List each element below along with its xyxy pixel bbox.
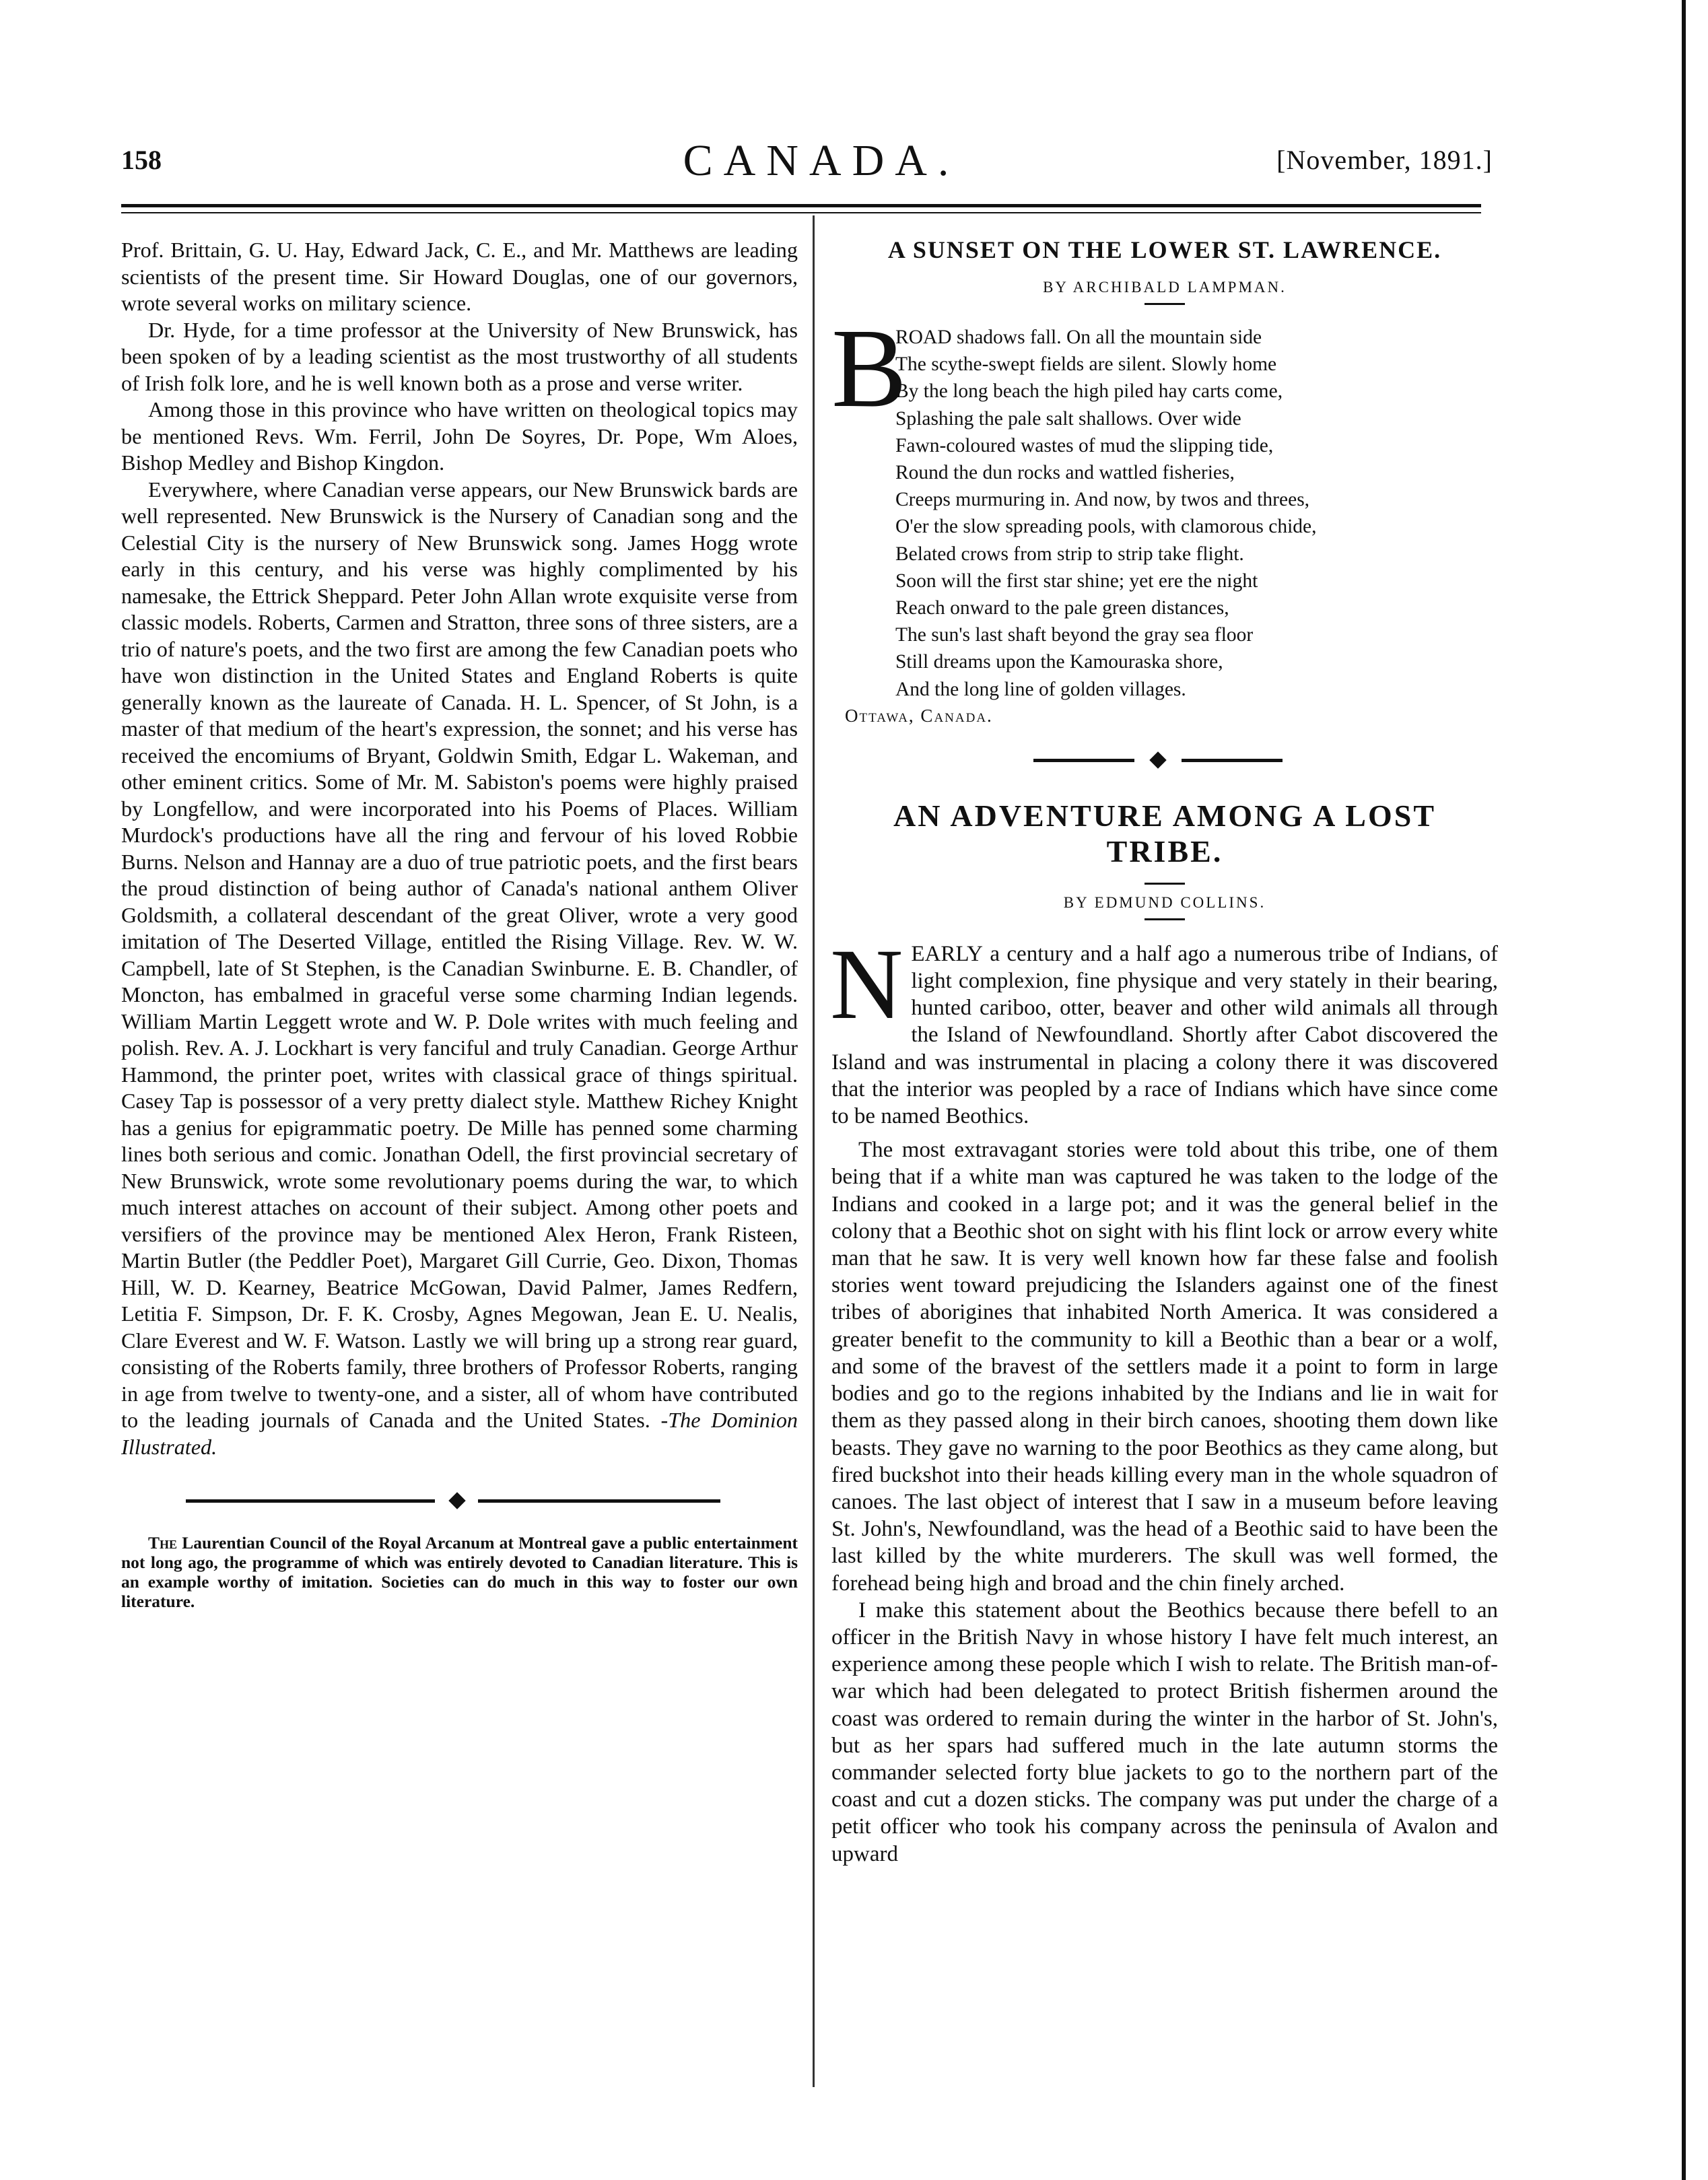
body-paragraph [121, 477, 798, 1461]
page-number: 158 [121, 145, 162, 175]
column-separator [813, 215, 815, 2087]
note-text: Laurentian Council of the Royal Arcanum at Montreal gave a public entertainment not long ago, the programme of which was entirely devoted to Canadian literature. This is an example worthy of imitation. Societies can do much in this way to foster our own literature. [121, 1533, 798, 1611]
issue-date: [November, 1891.] [1276, 145, 1493, 175]
poem-line: Reach onward to the pale green distances, [895, 597, 1229, 619]
section-ornament [831, 747, 1498, 774]
story-body [830, 928, 1498, 1868]
poem-line: By the long beach the high piled hay carts come, [895, 380, 1283, 403]
poem-line: Round the dun rocks and wattled fisheries, [895, 462, 1235, 484]
ornament-diamond [1149, 751, 1166, 768]
ornament-bar-right [478, 1499, 720, 1503]
section-ornament [121, 1487, 798, 1514]
short-rule [1145, 883, 1185, 885]
poem-line: Belated crows from strip to strip take flight. [895, 543, 1244, 565]
ornament-bar-right [1182, 759, 1283, 762]
poem-line: Splashing the pale salt shallows. Over wide [895, 407, 1241, 430]
note-lead-word: The [148, 1533, 178, 1553]
story-drop-cap: N [830, 928, 903, 1040]
right-column [831, 236, 1498, 1868]
story-title: AN ADVENTURE AMONG A LOST TRIBE. [893, 798, 1436, 868]
short-rule [1145, 303, 1185, 305]
masthead: CANADA. [683, 136, 960, 185]
poem-title: A SUNSET ON THE LOWER ST. LAWRENCE. [887, 236, 1442, 263]
poem-line: Soon will the first star shine; yet ere the night [895, 570, 1258, 592]
body-paragraph: Among those in this province who have written on theological topics may be mentioned Revs. Wm. Ferril, John De Soyres, Dr. Pope, Wm Aloes, Bishop Medley and Bishop Kingdon. [121, 397, 798, 475]
header-rule-thin [121, 212, 1481, 213]
poem-line: And the long line of golden villages. [895, 678, 1186, 700]
poem-line: Creeps murmuring in. And now, by twos and threes, [895, 489, 1310, 511]
source-credit: -The Dominion Illustrated. [121, 1408, 798, 1459]
poem-line: Still dreams upon the Kamouraska shore, [895, 651, 1223, 673]
body-paragraph: Prof. Brittain, G. U. Hay, Edward Jack, C. E., and Mr. Matthews are leading scientists of the present time. Sir Howard Douglas, one of our governors, wrote several works on military science. [121, 238, 798, 315]
story-byline: BY EDMUND COLLINS. [1063, 893, 1266, 911]
short-rule [1145, 918, 1185, 920]
poem-line: The scythe-swept fields are silent. Slowly home [895, 353, 1277, 376]
poem-signature: Ottawa, Canada. [845, 705, 993, 726]
ornament-bar-left [186, 1499, 435, 1503]
story-paragraph-text: a century and a half ago a numerous tribe of Indians, of light complexion, fine physique and very stately in their bearing, hunted cariboo, otter, beaver and other wild animals all through the Island of Newfoundland. Shortly after Cabot discovered the Island and was instrumental in placing a colony there it was discovered that the interior was peopled by a race of Indians which have since come to be named Beothics. [831, 941, 1498, 1129]
story-paragraph [830, 928, 1498, 1130]
story-lead-word: EARLY [911, 941, 984, 966]
poem-line: ROAD shadows fall. On all the mountain side [895, 327, 1262, 348]
poem-body [831, 306, 1498, 726]
page-edge-line [1682, 0, 1686, 2180]
poem-drop-cap: B [831, 306, 908, 431]
story-paragraph: I make this statement about the Beothics because there befell to an officer in the British Navy in whose history I have felt much interest, an experience among these people which I wish to relate. The British man-of-war which had been delegated to protect British fishermen around the coast was ordered to remain during the winter in the harbor of St. John's, but as her spars had suffered much in the late autumn storms the commander selected forty blue jackets to go to the northern part of the coast and cut a dozen sticks. The company was put under the charge of a petit officer who took his company across the peninsula of Avalon and upward [831, 1598, 1498, 1866]
poem-byline: BY ARCHIBALD LAMPMAN. [1043, 279, 1287, 296]
body-paragraph: Dr. Hyde, for a time professor at the University of New Brunswick, has been spoken of by a leading scientist as the most trustworthy of all students of Irish folk lore, and he is well known both as a prose and verse writer. [121, 317, 798, 395]
poem-line: The sun's last shaft beyond the gray sea floor [895, 624, 1254, 646]
left-column [121, 237, 798, 1611]
poem-line: O'er the slow spreading pools, with clamorous chide, [895, 516, 1317, 538]
ornament-bar-left [1033, 759, 1134, 762]
header-rule-thick [121, 204, 1481, 207]
poem-line: Fawn-coloured wastes of mud the slipping tide, [895, 434, 1274, 456]
body-paragraph-text: Everywhere, where Canadian verse appears, our New Brunswick bards are well represented. New Brunswick is the Nursery of Canadian song and the Celestial City is the nursery of New Brunswick song. James Hogg wrote early in this century, and his verse was highly complimented by his namesake, the Ettrick Sheppard. Peter John Allan wrote exquisite verse from classic models. Roberts, Carmen and Stratton, three sons of three sisters, are a trio of nature's poets, and the two first are among the few Canadian poets who have won distinction in the United States and England Roberts is quite generally known as the laureate of Canada. H. L. Spencer, of St John, is a master of that medium of the heart's expression, the sonnet; and his verse has received the encomiums of Bryant, Goldwin Smith, Edgar L. Wakeman, and other eminent critics. Some of Mr. M. Sabiston's poems were highly praised by Longfellow, and were incorporated into his Poems of Places. William Murdock's productions have all the ring and fervour of his loved Robbie Burns. Nelson and Hannay are a duo of true patriotic poets, and the first bears the proud distinction of being author of Canada's national anthem Oliver Goldsmith, a collateral descendant of the great Oliver, wrote a very good imitation of The Deserted Village, entitled the Rising Village. Rev. W. W. Campbell, late of St Stephen, is the Canadian Swinburne. E. B. Chandler, of Moncton, has embalmed in graceful verse some charming Indian legends. William Martin Leggett wrote and W. P. Dole writes with much feeling and polish. Rev. A. J. Lockhart is very fanciful and truly Canadian. George Arthur Hammond, the printer poet, writes with classical grace of things spiritual. Casey Tap is possessor of a very pretty dialect style. Matthew Richey Knight has a genius for epigrammatic poetry. De Mille has penned some charming lines both serious and comic. Jonathan Odell, the first provincial secretary of New Brunswick, wrote some revolutionary poems during the war, to which much interest attaches on account of their subject. Among other poets and versifiers of the province may be mentioned Alex Heron, Frank Risteen, Martin Butler (the Peddler Poet), Margaret Gill Currie, Geo. Dixon, Thomas Hill, W. D. Kearney, Beatrice McGowan, David Palmer, James Redfern, Letitia F. Simpson, Dr. F. K. Crosby, Agnes Megowan, Jean E. U. Nealis, Clare Everest and W. F. Watson. Lastly we will bring up a strong rear guard, consisting of the Roberts family, three brothers of Professor Roberts, ranging in age from twelve to twenty-one, and a sister, all of whom have contributed to the leading journals of Canada and the United States. [121, 477, 798, 1432]
note-paragraph [121, 1533, 798, 1611]
story-paragraph: The most extravagant stories were told about this tribe, one of them being that if a white man was captured he was taken to the lodge of the Indians and cooked in a large pot; and it was the general belief in the colony that a Beothic shot on sight with his flint lock or arrow every white man that he saw. It is very well known how far these false and foolish stories went toward prejudicing the Islanders against one of the finest tribes of aborigines that inhabited North America. It was considered a greater benefit to the community to kill a Beothic than a bear or a wolf, and some of the bravest of the settlers made it a point to form in large bodies and go to the regions inhabited by the Indians and lie in wait for them as they passed along in their birch canoes, shooting them down like beasts. They gave no warning to the poor Beothics as they came along, but fired buckshot into their heads killing every man in the whole squadron of canoes. The last object of interest that I saw in a museum before leaving St. John's, Newfoundland, was the head of a Beothic said to have been the last killed by the white murderers. The skull was well formed, the forehead being high and broad and the chin finely arched. [831, 1138, 1498, 1596]
ornament-diamond [448, 1492, 465, 1509]
